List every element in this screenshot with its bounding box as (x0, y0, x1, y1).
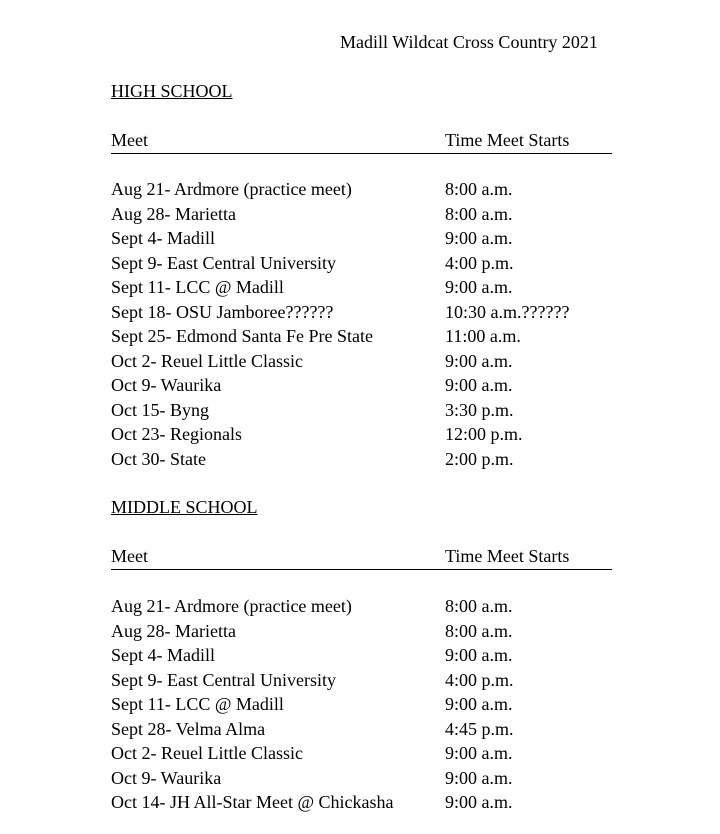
meet-name: Sept 28- Velma Alma (111, 718, 266, 739)
meet-start-time: 9:00 a.m. (445, 375, 513, 395)
meet-start-time: 9:00 a.m. (445, 277, 513, 297)
meet-name: Oct 30- State (111, 448, 206, 469)
schedule-row (111, 226, 631, 251)
meet-start-time: 9:00 a.m. (445, 767, 513, 788)
page-title: Madill Wildcat Cross Country 2021 (340, 32, 598, 52)
meet-start-time: 9:00 a.m. (445, 228, 513, 248)
header-underline (111, 153, 612, 154)
meet-name: Oct 9- Waurika (111, 767, 222, 788)
column-header-time: Time Meet Starts (445, 130, 570, 150)
schedule-row (111, 619, 631, 644)
schedule-row (111, 594, 631, 619)
schedule-row (111, 766, 631, 791)
meet-name: Oct 9- Waurika (111, 375, 222, 395)
schedule-row (111, 422, 631, 447)
meet-name: Oct 14- JH All-Star Meet @ Chickasha (111, 792, 394, 812)
meet-name: Aug 21- Ardmore (practice meet) (111, 179, 352, 199)
schedule-row (111, 275, 631, 300)
meet-name: Oct 2- Reuel Little Classic (111, 743, 303, 763)
schedule-list-middle-school (111, 594, 631, 815)
meet-name: Sept 25- Edmond Santa Fe Pre State (111, 326, 373, 346)
column-header-time: Time Meet Starts (445, 546, 570, 566)
meet-start-time: 4:45 p.m. (445, 718, 514, 739)
meet-start-time: 3:30 p.m. (445, 399, 514, 420)
schedule-row (111, 202, 631, 227)
meet-start-time: 8:00 a.m. (445, 620, 513, 641)
meet-start-time: 9:00 a.m. (445, 645, 513, 665)
column-header-middle-school (111, 546, 612, 568)
meet-start-time: 9:00 a.m. (445, 694, 513, 714)
meet-start-time: 12:00 p.m. (445, 424, 523, 444)
meet-start-time: 8:00 a.m. (445, 596, 513, 616)
meet-name: Aug 28- Marietta (111, 620, 236, 641)
meet-start-time: 4:00 p.m. (445, 669, 514, 690)
meet-name: Oct 2- Reuel Little Classic (111, 350, 303, 371)
meet-name: Oct 15- Byng (111, 399, 209, 420)
meet-name: Oct 23- Regionals (111, 424, 242, 444)
schedule-row (111, 300, 631, 325)
schedule-row (111, 741, 631, 766)
section-heading-high-school: HIGH SCHOOL (111, 81, 233, 101)
meet-name: Sept 9- East Central University (111, 669, 336, 690)
schedule-row (111, 447, 631, 472)
column-header-meet: Meet (111, 130, 148, 150)
meet-name: Sept 9- East Central University (111, 252, 336, 273)
meet-start-time: 11:00 a.m. (445, 326, 521, 346)
schedule-row (111, 398, 631, 423)
meet-name: Sept 18- OSU Jamboree?????? (111, 301, 334, 322)
schedule-list-high-school (111, 177, 631, 471)
meet-name: Aug 21- Ardmore (practice meet) (111, 596, 352, 616)
meet-name: Sept 4- Madill (111, 228, 215, 248)
meet-start-time: 9:00 a.m. (445, 743, 513, 763)
schedule-row (111, 349, 631, 374)
schedule-row (111, 668, 631, 693)
schedule-row (111, 790, 631, 815)
meet-name: Aug 28- Marietta (111, 203, 236, 224)
meet-name: Sept 11- LCC @ Madill (111, 694, 284, 714)
meet-start-time: 2:00 p.m. (445, 448, 514, 469)
schedule-row (111, 692, 631, 717)
meet-start-time: 8:00 a.m. (445, 203, 513, 224)
meet-start-time: 10:30 a.m.?????? (445, 301, 570, 322)
schedule-row (111, 373, 631, 398)
meet-start-time: 9:00 a.m. (445, 792, 513, 812)
meet-start-time: 4:00 p.m. (445, 252, 514, 273)
column-header-meet: Meet (111, 546, 148, 566)
header-underline (111, 569, 612, 570)
column-header-high-school (111, 130, 612, 152)
meet-name: Sept 11- LCC @ Madill (111, 277, 284, 297)
meet-start-time: 9:00 a.m. (445, 350, 513, 371)
meet-name: Sept 4- Madill (111, 645, 215, 665)
meet-start-time: 8:00 a.m. (445, 179, 513, 199)
schedule-row (111, 251, 631, 276)
schedule-row (111, 324, 631, 349)
schedule-row (111, 177, 631, 202)
schedule-row (111, 643, 631, 668)
schedule-row (111, 717, 631, 742)
section-heading-middle-school: MIDDLE SCHOOL (111, 497, 258, 517)
